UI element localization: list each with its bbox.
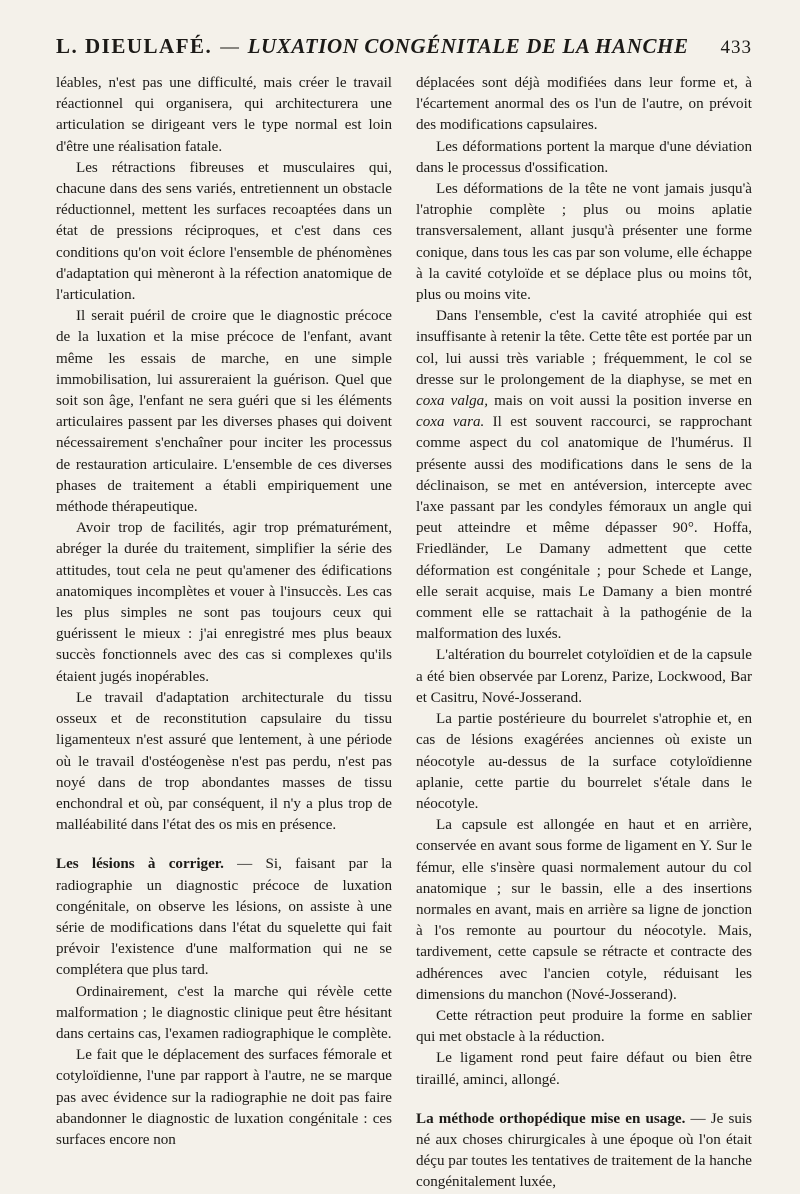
text-run: Dans l'ensemble, c'est la cavité atrophiée qui est insuffisante à retenir la tête. Cette tête est portée par un col, lui aussi très variable ; fréquemment, le col se dresse sur le prolongement de la diaphyse, se met en — [416, 308, 752, 388]
running-title: LUXATION CONGÉNITALE DE LA HANCHE — [247, 34, 689, 58]
paragraph: Le ligament rond peut faire défaut ou bien être tiraillé, aminci, allongé. — [416, 1050, 752, 1088]
paragraph: Le fait que le déplacement des surfaces fémorale et cotyloïdienne, l'une par rapport à l'autre, ne se marque pas avec évidence sur la radiographie ne doit pas faire abandonner le diagnostic de luxation congénitale : ces surfaces encore non — [56, 1047, 392, 1148]
emphasis-coxa-valga: coxa valga, — [416, 393, 488, 410]
paragraph: Avoir trop de facilités, agir trop prématurément, abréger la durée du traitement, simplifier la série des attitudes, tout cela ne peut qu'amener des édifications anatomiques incomplètes et vouer à l'insuccès. Les cas les plus simples ne sont pas toujours ceux qui guérissent le mieux : j'ai enregistré mes plus beaux succès fonctionnels avec des cas si complexes qu'ils étaient jugés inopérables. — [56, 520, 392, 685]
section-heading: La méthode orthopédique mise en usage. — [416, 1110, 686, 1127]
paragraph: Cette rétraction peut produire la forme en sablier qui met obstacle à la réduction. — [416, 1007, 752, 1046]
section-text: Je suis né aux choses chirurgicales à une époque où l'on était déçu par toutes les tentatives de traitement de la hanche congénitalement luxée, — [416, 1110, 752, 1191]
two-column-body — [56, 73, 752, 1194]
header-left — [56, 34, 689, 59]
section-text: Si, faisant par la radiographie un diagnostic précoce de luxation congénitale, on observe les lésions, on assiste à une série de modifications dans l'état du squelette qui fait prévoir l'existence d'une malformation qui ne se complétera que plus tard. — [56, 856, 392, 979]
section-dash: — — [237, 856, 253, 873]
section-dash: — — [690, 1110, 706, 1127]
paragraph: Les déformations de la tête ne vont jamais jusqu'à l'atrophie complète ; plus ou moins aplatie transversalement, allant jusqu'à présenter une forme conique, dans tous les cas par son volume, elle échappe à la cavité cotyloïde et se déplace plus ou moins tôt, plus ou moins vite. — [416, 181, 752, 304]
paragraph — [416, 306, 752, 645]
right-column — [416, 73, 752, 1194]
paragraph: La capsule est allongée en haut et en arrière, conservée en avant sous forme de ligament en Y. Sur le fémur, elle s'insère quasi normalement autour du col anatomique ; sur le bassin, elle a des insertions normales en avant, mais en arrière sa ligne de jonction à l'os remonte au pourtour du néocotyle. Mais, tardivement, cette capsule se rétracte et contracte des adhérences avec l'ancien cotyle, réduisant les dimensions du manchon (Nové-Josserand). — [416, 817, 752, 1003]
section-paragraph — [56, 854, 392, 981]
paragraph: La partie postérieure du bourrelet s'atrophie et, en cas de lésions exagérées anciennes où existe un néocotyle au-dessus de la surface cotyloïdienne aplanie, cette partie du bourrelet s'étale dans le néocotyle. — [416, 711, 752, 812]
text-run: Il est souvent raccourci, se rapprochant comme aspect du col anatomique de l'humérus. Il présente aussi des modifications dans le sens de la déclinaison, se met en antéversion, intercepte avec l'axe passant par les condyles fémoraux un angle qui peut atteindre et même dépasser 90°. Hoffa, Friedländer, Le Damany admettent que cette déformation est congénitale ; pour Schede et Lange, elle serait acquise, mais Le Damany a bien montré comment elle se rattachait à la pathogénie de la malformation des luxés. — [416, 414, 752, 643]
running-author: L. DIEULAFÉ. — [56, 34, 213, 58]
paragraph: Les déformations portent la marque d'une déviation dans le processus d'ossification. — [416, 138, 752, 176]
paragraph: Ordinairement, c'est la marche qui révèle cette malformation ; le diagnostic clinique peut être hésitant dans certains cas, l'examen radiographique le complète. — [56, 983, 392, 1042]
paragraph: Il serait puéril de croire que le diagnostic précoce de la luxation et la mise précoce de l'enfant, avant même les essais de marche, en une simple immobilisation, lui assureraient la guérison. Quel que soit son âge, l'enfant ne sera guéri que si les éléments articulaires passent par les diverses phases qui doivent nécessairement s'enchaîner pour inciter les processus de restauration articulaire. L'ensemble de ces diverses phases de traitement a établi empiriquement une méthode thérapeutique. — [56, 308, 392, 516]
header-separator: — — [220, 34, 240, 58]
page-number: 433 — [720, 37, 752, 58]
section-heading: Les lésions à corriger. — [56, 856, 224, 873]
running-header — [56, 34, 752, 59]
paragraph: Le travail d'adaptation architecturale du tissu osseux et de reconstitution capsulaire du tissu ligamenteux n'est assuré que lentement, à une période où le travail d'ostéogenèse n'est pas perdu, n'est pas noyé dans de trop abondantes masses de tissu enchondral et où, par conséquent, il n'y a plus trop de malléabilité dans l'état des os mis en présence. — [56, 689, 392, 834]
text-run: mais on voit aussi la position inverse en — [487, 393, 753, 410]
paragraph: L'altération du bourrelet cotyloïdien et de la capsule a été bien observée par Lorenz, Parize, Lockwood, Bar et Casitru, Nové-Josserand. — [416, 647, 752, 706]
left-column — [56, 73, 392, 1194]
paragraph: léables, n'est pas une difficulté, mais créer le travail réactionnel qui organisera, qui architecturera une articulation se dirigeant vers le type normal est loin d'être une réalisation fatale. — [56, 75, 392, 155]
emphasis-coxa-vara: coxa vara. — [416, 414, 485, 431]
section-paragraph — [416, 1109, 752, 1194]
paragraph: déplacées sont déjà modifiées dans leur forme et, à l'écartement anormal des os l'un de l'autre, on prévoit des modifications capsulaires. — [416, 75, 752, 134]
paragraph: Les rétractions fibreuses et musculaires qui, chacune dans des sens variés, entretiennent un obstacle réductionnel, mettent les surfaces recoaptées dans un état de pressions réciproques, et c'est dans ces conditions qu'on voit éclore l'ensemble de phénomènes d'adaptation qui mèneront à la réfection anatomique de l'articulation. — [56, 159, 392, 304]
